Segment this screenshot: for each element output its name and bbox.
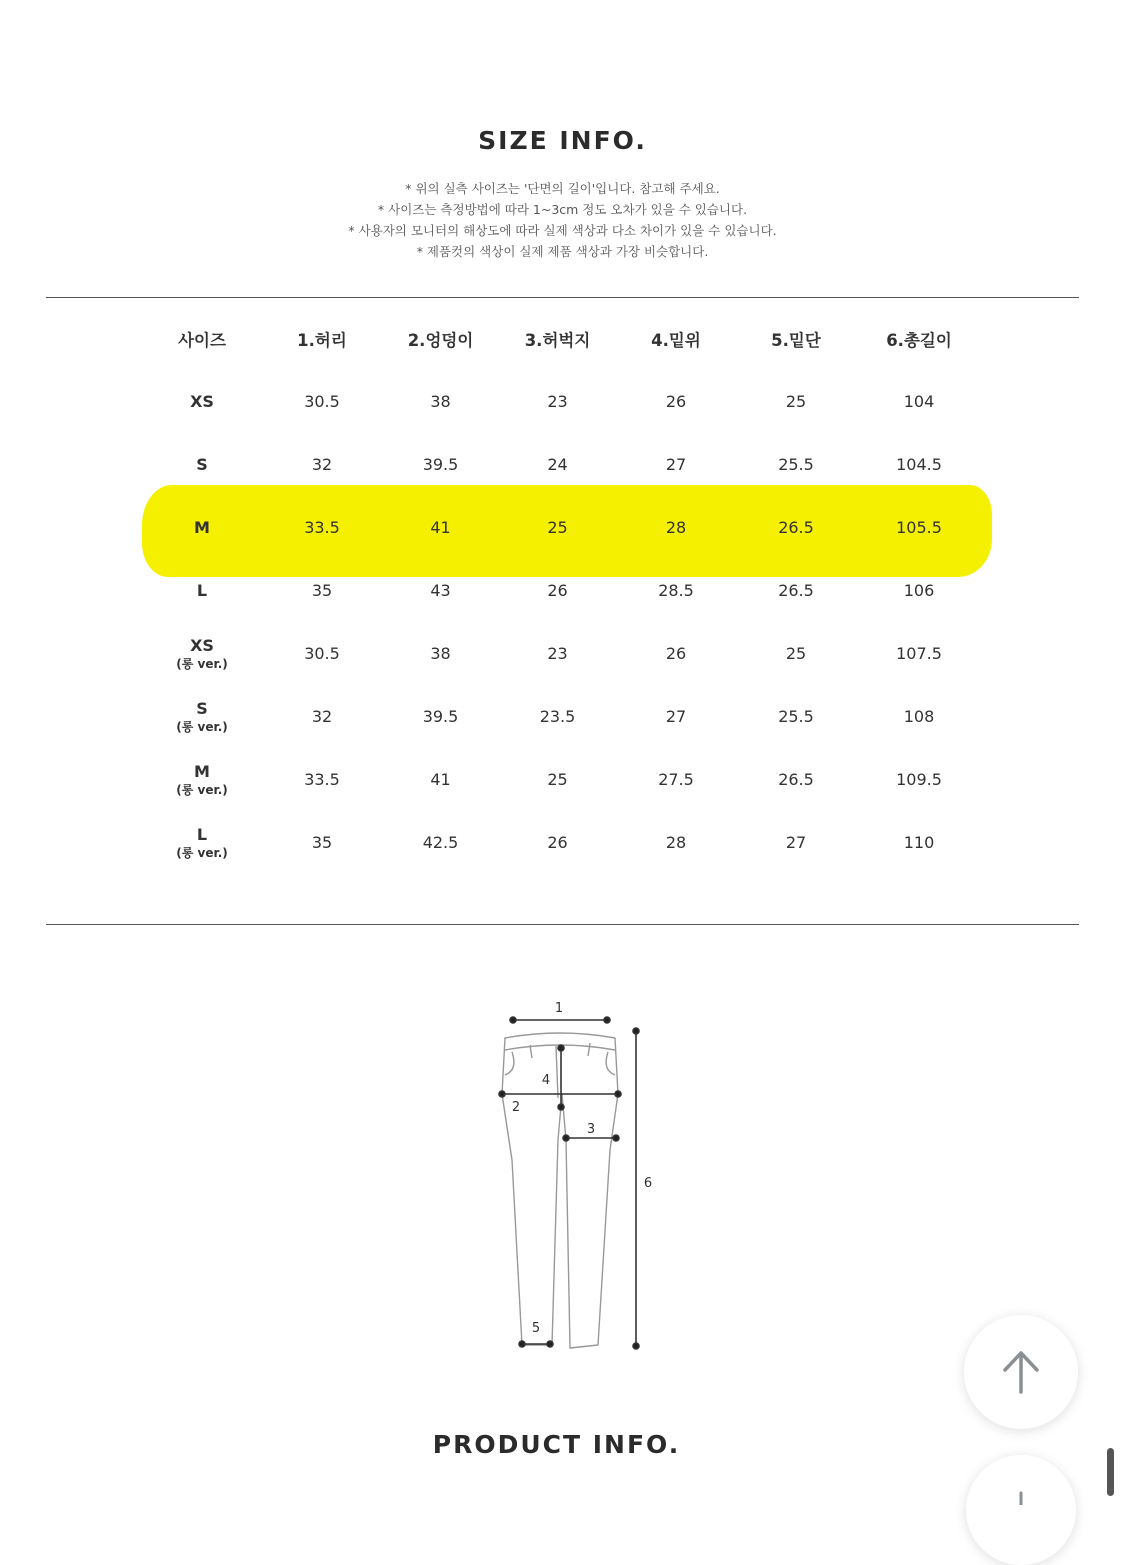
rise-cell: 27 — [665, 455, 687, 474]
hip-cell: 43 — [430, 581, 451, 600]
table-row-highlighted — [142, 496, 982, 559]
size-note: * 제품컷의 색상이 실제 제품 색상과 가장 비슷합니다. — [416, 244, 709, 259]
size-cell: S (롱 ver.) — [142, 685, 262, 748]
arrow-icon — [966, 1455, 1076, 1505]
hip-cell: 39.5 — [422, 707, 459, 726]
hem-cell: 25.5 — [778, 455, 814, 474]
size-info-title: SIZE INFO. — [478, 126, 647, 155]
header-thigh: 3.허벅지 — [524, 331, 591, 350]
size-cell: L (롱 ver.) — [142, 811, 262, 874]
size-cell: S — [196, 454, 208, 474]
table-row — [142, 748, 982, 811]
length-cell: 110 — [903, 833, 935, 852]
label-hem: 5 — [531, 1321, 541, 1336]
waist-cell: 35 — [311, 833, 333, 852]
table-row — [142, 685, 982, 748]
hem-cell: 26.5 — [778, 518, 814, 537]
waist-cell: 30.5 — [304, 644, 340, 663]
hem-cell: 25 — [785, 644, 807, 663]
length-cell: 104 — [903, 392, 935, 411]
thigh-cell: 25 — [547, 518, 568, 537]
size-cell: L — [196, 580, 208, 600]
rise-cell: 27.5 — [658, 770, 694, 789]
table-row — [142, 811, 982, 874]
thigh-cell: 23 — [547, 644, 568, 663]
length-cell: 107.5 — [896, 644, 942, 663]
label-rise: 4 — [541, 1073, 551, 1088]
rise-cell: 26 — [665, 644, 687, 663]
thigh-cell: 26 — [547, 581, 568, 600]
header-length: 6.총길이 — [886, 331, 952, 350]
size-notes — [0, 178, 1125, 262]
size-cell: M — [194, 517, 210, 537]
thigh-cell: 23 — [547, 392, 568, 411]
table-row — [142, 370, 982, 433]
hem-cell: 27 — [785, 833, 807, 852]
length-cell: 109.5 — [896, 770, 942, 789]
thigh-cell: 25 — [547, 770, 568, 789]
size-note: * 사용자의 모니터의 해상도에 따라 실제 색상과 다소 차이가 있을 수 있습니다. — [348, 223, 777, 238]
header-hip: 2.엉덩이 — [407, 331, 474, 350]
length-cell: 106 — [903, 581, 935, 600]
hem-cell: 26.5 — [778, 770, 814, 789]
hem-cell: 25 — [785, 392, 807, 411]
size-note: * 사이즈는 측정방법에 따라 1~3cm 정도 오차가 있을 수 있습니다. — [377, 202, 748, 217]
thigh-cell: 24 — [547, 455, 568, 474]
rise-cell: 26 — [665, 392, 687, 411]
top-divider — [46, 297, 1079, 298]
hem-cell: 26.5 — [778, 581, 814, 600]
product-info-title: PRODUCT INFO. — [432, 1430, 681, 1459]
length-cell: 105.5 — [896, 518, 942, 537]
hip-cell: 42.5 — [422, 833, 459, 852]
hip-cell: 38 — [430, 392, 451, 411]
size-table — [142, 308, 982, 874]
label-hip: 2 — [511, 1100, 521, 1115]
size-note: * 위의 실측 사이즈는 '단면의 길이'입니다. 참고해 주세요. — [405, 181, 720, 196]
pants-measurement-diagram — [480, 995, 670, 1355]
rise-cell: 28 — [665, 833, 687, 852]
waist-cell: 33.5 — [304, 518, 340, 537]
floating-action-button[interactable] — [966, 1455, 1076, 1565]
thigh-cell: 23.5 — [539, 707, 576, 726]
hip-cell: 41 — [430, 770, 451, 789]
hip-cell: 38 — [430, 644, 451, 663]
size-table-header — [142, 308, 982, 370]
rise-cell: 27 — [665, 707, 687, 726]
hip-cell: 41 — [430, 518, 451, 537]
label-length: 6 — [643, 1176, 653, 1191]
header-waist: 1.허리 — [297, 331, 347, 350]
long-ver-label: (롱 ver.) — [176, 719, 228, 734]
table-row — [142, 433, 982, 496]
hem-cell: 25.5 — [778, 707, 814, 726]
long-ver-label: (롱 ver.) — [176, 656, 228, 671]
bottom-divider — [46, 924, 1079, 925]
waist-cell: 32 — [311, 707, 333, 726]
scroll-to-top-button[interactable] — [964, 1315, 1078, 1429]
waist-cell: 30.5 — [304, 392, 340, 411]
thigh-cell: 26 — [547, 833, 568, 852]
table-row — [142, 559, 982, 622]
hip-cell: 39.5 — [422, 455, 459, 474]
long-ver-label: (롱 ver.) — [176, 782, 228, 797]
label-thigh: 3 — [586, 1122, 596, 1137]
rise-cell: 28 — [665, 518, 687, 537]
size-cell: M (롱 ver.) — [142, 748, 262, 811]
size-cell: XS (롱 ver.) — [142, 622, 262, 685]
waist-cell: 35 — [311, 581, 333, 600]
size-cell: XS — [190, 391, 214, 411]
scrollbar[interactable] — [1107, 1448, 1114, 1496]
long-ver-label: (롱 ver.) — [176, 845, 228, 860]
waist-cell: 33.5 — [304, 770, 340, 789]
waist-cell: 32 — [311, 455, 333, 474]
table-row — [142, 622, 982, 685]
length-cell: 108 — [903, 707, 935, 726]
header-rise: 4.밑위 — [651, 331, 701, 350]
label-waist: 1 — [554, 1001, 564, 1016]
header-hem: 5.밑단 — [771, 331, 821, 350]
rise-cell: 28.5 — [658, 581, 694, 600]
header-size: 사이즈 — [178, 331, 226, 350]
length-cell: 104.5 — [896, 455, 942, 474]
arrow-up-icon — [999, 1348, 1043, 1396]
pants-outline-icon — [502, 1033, 618, 1348]
